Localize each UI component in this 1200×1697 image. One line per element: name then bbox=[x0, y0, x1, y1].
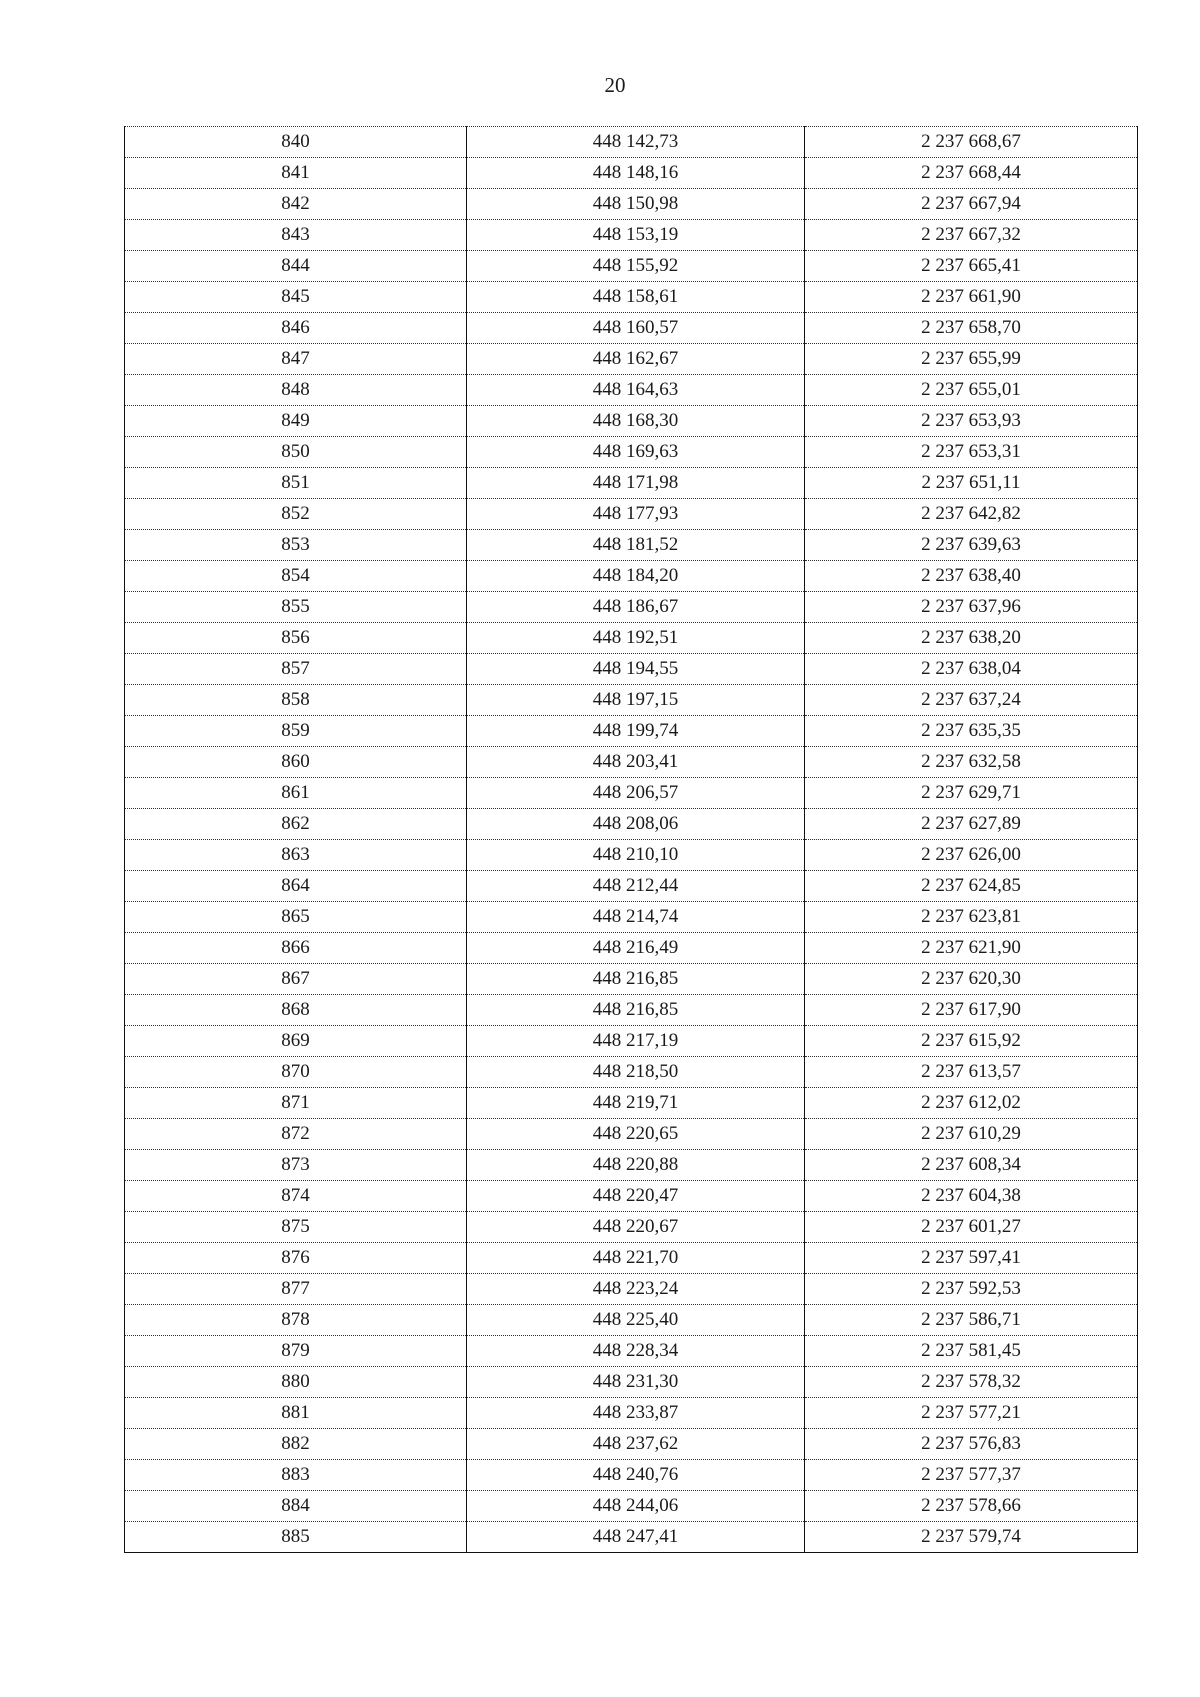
y-coordinate-cell: 2 237 620,30 bbox=[805, 964, 1138, 995]
table-row bbox=[125, 778, 1138, 809]
y-coordinate-cell: 2 237 621,90 bbox=[805, 933, 1138, 964]
point-number-cell: 864 bbox=[125, 871, 467, 902]
point-number-cell: 842 bbox=[125, 189, 467, 220]
x-coordinate-cell: 448 184,20 bbox=[467, 561, 805, 592]
x-coordinate-cell: 448 162,67 bbox=[467, 344, 805, 375]
table-row bbox=[125, 933, 1138, 964]
table-row bbox=[125, 1057, 1138, 1088]
x-coordinate-cell: 448 160,57 bbox=[467, 313, 805, 344]
point-number-cell: 856 bbox=[125, 623, 467, 654]
table-row bbox=[125, 468, 1138, 499]
point-number-cell: 875 bbox=[125, 1212, 467, 1243]
y-coordinate-cell: 2 237 632,58 bbox=[805, 747, 1138, 778]
point-number-cell: 847 bbox=[125, 344, 467, 375]
point-number-cell: 885 bbox=[125, 1522, 467, 1553]
point-number-cell: 883 bbox=[125, 1460, 467, 1491]
x-coordinate-cell: 448 158,61 bbox=[467, 282, 805, 313]
table-row bbox=[125, 685, 1138, 716]
point-number-cell: 844 bbox=[125, 251, 467, 282]
point-number-cell: 874 bbox=[125, 1181, 467, 1212]
table-row bbox=[125, 437, 1138, 468]
x-coordinate-cell: 448 228,34 bbox=[467, 1336, 805, 1367]
point-number-cell: 845 bbox=[125, 282, 467, 313]
point-number-cell: 881 bbox=[125, 1398, 467, 1429]
table-row bbox=[125, 251, 1138, 282]
y-coordinate-cell: 2 237 638,04 bbox=[805, 654, 1138, 685]
table-row bbox=[125, 375, 1138, 406]
y-coordinate-cell: 2 237 612,02 bbox=[805, 1088, 1138, 1119]
y-coordinate-cell: 2 237 577,37 bbox=[805, 1460, 1138, 1491]
y-coordinate-cell: 2 237 576,83 bbox=[805, 1429, 1138, 1460]
x-coordinate-cell: 448 233,87 bbox=[467, 1398, 805, 1429]
x-coordinate-cell: 448 212,44 bbox=[467, 871, 805, 902]
y-coordinate-cell: 2 237 658,70 bbox=[805, 313, 1138, 344]
y-coordinate-cell: 2 237 667,94 bbox=[805, 189, 1138, 220]
table-row bbox=[125, 592, 1138, 623]
point-number-cell: 848 bbox=[125, 375, 467, 406]
x-coordinate-cell: 448 142,73 bbox=[467, 127, 805, 158]
y-coordinate-cell: 2 237 665,41 bbox=[805, 251, 1138, 282]
y-coordinate-cell: 2 237 578,66 bbox=[805, 1491, 1138, 1522]
point-number-cell: 866 bbox=[125, 933, 467, 964]
point-number-cell: 855 bbox=[125, 592, 467, 623]
table-row bbox=[125, 654, 1138, 685]
point-number-cell: 862 bbox=[125, 809, 467, 840]
point-number-cell: 877 bbox=[125, 1274, 467, 1305]
y-coordinate-cell: 2 237 637,24 bbox=[805, 685, 1138, 716]
table-row bbox=[125, 220, 1138, 251]
table-row bbox=[125, 1460, 1138, 1491]
table-row bbox=[125, 158, 1138, 189]
y-coordinate-cell: 2 237 613,57 bbox=[805, 1057, 1138, 1088]
point-number-cell: 884 bbox=[125, 1491, 467, 1522]
y-coordinate-cell: 2 237 597,41 bbox=[805, 1243, 1138, 1274]
point-number-cell: 868 bbox=[125, 995, 467, 1026]
x-coordinate-cell: 448 168,30 bbox=[467, 406, 805, 437]
x-coordinate-cell: 448 192,51 bbox=[467, 623, 805, 654]
table-row bbox=[125, 902, 1138, 933]
y-coordinate-cell: 2 237 592,53 bbox=[805, 1274, 1138, 1305]
y-coordinate-cell: 2 237 615,92 bbox=[805, 1026, 1138, 1057]
x-coordinate-cell: 448 181,52 bbox=[467, 530, 805, 561]
x-coordinate-cell: 448 218,50 bbox=[467, 1057, 805, 1088]
x-coordinate-cell: 448 220,67 bbox=[467, 1212, 805, 1243]
coordinates-table bbox=[124, 126, 1138, 1553]
x-coordinate-cell: 448 220,47 bbox=[467, 1181, 805, 1212]
x-coordinate-cell: 448 164,63 bbox=[467, 375, 805, 406]
x-coordinate-cell: 448 206,57 bbox=[467, 778, 805, 809]
y-coordinate-cell: 2 237 651,11 bbox=[805, 468, 1138, 499]
y-coordinate-cell: 2 237 578,32 bbox=[805, 1367, 1138, 1398]
coordinates-table-body bbox=[125, 127, 1138, 1553]
point-number-cell: 841 bbox=[125, 158, 467, 189]
y-coordinate-cell: 2 237 624,85 bbox=[805, 871, 1138, 902]
x-coordinate-cell: 448 219,71 bbox=[467, 1088, 805, 1119]
table-row bbox=[125, 127, 1138, 158]
point-number-cell: 857 bbox=[125, 654, 467, 685]
point-number-cell: 878 bbox=[125, 1305, 467, 1336]
x-coordinate-cell: 448 214,74 bbox=[467, 902, 805, 933]
y-coordinate-cell: 2 237 668,67 bbox=[805, 127, 1138, 158]
table-row bbox=[125, 840, 1138, 871]
x-coordinate-cell: 448 216,49 bbox=[467, 933, 805, 964]
point-number-cell: 880 bbox=[125, 1367, 467, 1398]
page-number: 20 bbox=[604, 73, 626, 97]
y-coordinate-cell: 2 237 668,44 bbox=[805, 158, 1138, 189]
x-coordinate-cell: 448 194,55 bbox=[467, 654, 805, 685]
table-row bbox=[125, 344, 1138, 375]
table-row bbox=[125, 313, 1138, 344]
table-row bbox=[125, 964, 1138, 995]
x-coordinate-cell: 448 216,85 bbox=[467, 964, 805, 995]
x-coordinate-cell: 448 208,06 bbox=[467, 809, 805, 840]
point-number-cell: 863 bbox=[125, 840, 467, 871]
y-coordinate-cell: 2 237 638,40 bbox=[805, 561, 1138, 592]
table-row bbox=[125, 189, 1138, 220]
table-row bbox=[125, 995, 1138, 1026]
y-coordinate-cell: 2 237 642,82 bbox=[805, 499, 1138, 530]
table-row bbox=[125, 561, 1138, 592]
x-coordinate-cell: 448 171,98 bbox=[467, 468, 805, 499]
y-coordinate-cell: 2 237 581,45 bbox=[805, 1336, 1138, 1367]
table-row bbox=[125, 1026, 1138, 1057]
y-coordinate-cell: 2 237 610,29 bbox=[805, 1119, 1138, 1150]
table-row bbox=[125, 1491, 1138, 1522]
x-coordinate-cell: 448 244,06 bbox=[467, 1491, 805, 1522]
point-number-cell: 850 bbox=[125, 437, 467, 468]
table-row bbox=[125, 871, 1138, 902]
table-row bbox=[125, 1336, 1138, 1367]
x-coordinate-cell: 448 155,92 bbox=[467, 251, 805, 282]
table-row bbox=[125, 809, 1138, 840]
y-coordinate-cell: 2 237 635,35 bbox=[805, 716, 1138, 747]
table-row bbox=[125, 1088, 1138, 1119]
point-number-cell: 854 bbox=[125, 561, 467, 592]
y-coordinate-cell: 2 237 627,89 bbox=[805, 809, 1138, 840]
point-number-cell: 851 bbox=[125, 468, 467, 499]
x-coordinate-cell: 448 225,40 bbox=[467, 1305, 805, 1336]
y-coordinate-cell: 2 237 653,93 bbox=[805, 406, 1138, 437]
point-number-cell: 859 bbox=[125, 716, 467, 747]
table-row bbox=[125, 530, 1138, 561]
x-coordinate-cell: 448 220,88 bbox=[467, 1150, 805, 1181]
table-row bbox=[125, 1429, 1138, 1460]
table-row bbox=[125, 406, 1138, 437]
x-coordinate-cell: 448 237,62 bbox=[467, 1429, 805, 1460]
x-coordinate-cell: 448 220,65 bbox=[467, 1119, 805, 1150]
table-row bbox=[125, 1243, 1138, 1274]
y-coordinate-cell: 2 237 626,00 bbox=[805, 840, 1138, 871]
point-number-cell: 853 bbox=[125, 530, 467, 561]
y-coordinate-cell: 2 237 601,27 bbox=[805, 1212, 1138, 1243]
table-row bbox=[125, 1212, 1138, 1243]
table-row bbox=[125, 1367, 1138, 1398]
y-coordinate-cell: 2 237 661,90 bbox=[805, 282, 1138, 313]
y-coordinate-cell: 2 237 608,34 bbox=[805, 1150, 1138, 1181]
point-number-cell: 867 bbox=[125, 964, 467, 995]
table-row bbox=[125, 623, 1138, 654]
x-coordinate-cell: 448 169,63 bbox=[467, 437, 805, 468]
table-row bbox=[125, 1181, 1138, 1212]
x-coordinate-cell: 448 177,93 bbox=[467, 499, 805, 530]
y-coordinate-cell: 2 237 586,71 bbox=[805, 1305, 1138, 1336]
y-coordinate-cell: 2 237 637,96 bbox=[805, 592, 1138, 623]
y-coordinate-cell: 2 237 577,21 bbox=[805, 1398, 1138, 1429]
y-coordinate-cell: 2 237 604,38 bbox=[805, 1181, 1138, 1212]
y-coordinate-cell: 2 237 623,81 bbox=[805, 902, 1138, 933]
point-number-cell: 872 bbox=[125, 1119, 467, 1150]
point-number-cell: 876 bbox=[125, 1243, 467, 1274]
x-coordinate-cell: 448 247,41 bbox=[467, 1522, 805, 1553]
x-coordinate-cell: 448 221,70 bbox=[467, 1243, 805, 1274]
table-row bbox=[125, 1274, 1138, 1305]
point-number-cell: 879 bbox=[125, 1336, 467, 1367]
x-coordinate-cell: 448 148,16 bbox=[467, 158, 805, 189]
table-row bbox=[125, 716, 1138, 747]
point-number-cell: 870 bbox=[125, 1057, 467, 1088]
y-coordinate-cell: 2 237 667,32 bbox=[805, 220, 1138, 251]
x-coordinate-cell: 448 210,10 bbox=[467, 840, 805, 871]
point-number-cell: 873 bbox=[125, 1150, 467, 1181]
table-row bbox=[125, 499, 1138, 530]
x-coordinate-cell: 448 150,98 bbox=[467, 189, 805, 220]
y-coordinate-cell: 2 237 617,90 bbox=[805, 995, 1138, 1026]
point-number-cell: 846 bbox=[125, 313, 467, 344]
point-number-cell: 860 bbox=[125, 747, 467, 778]
point-number-cell: 843 bbox=[125, 220, 467, 251]
point-number-cell: 861 bbox=[125, 778, 467, 809]
point-number-cell: 869 bbox=[125, 1026, 467, 1057]
x-coordinate-cell: 448 216,85 bbox=[467, 995, 805, 1026]
x-coordinate-cell: 448 199,74 bbox=[467, 716, 805, 747]
y-coordinate-cell: 2 237 579,74 bbox=[805, 1522, 1138, 1553]
table-row bbox=[125, 1522, 1138, 1553]
x-coordinate-cell: 448 223,24 bbox=[467, 1274, 805, 1305]
table-row bbox=[125, 1150, 1138, 1181]
point-number-cell: 840 bbox=[125, 127, 467, 158]
table-row bbox=[125, 1119, 1138, 1150]
table-row bbox=[125, 747, 1138, 778]
table-row bbox=[125, 282, 1138, 313]
x-coordinate-cell: 448 153,19 bbox=[467, 220, 805, 251]
y-coordinate-cell: 2 237 638,20 bbox=[805, 623, 1138, 654]
x-coordinate-cell: 448 197,15 bbox=[467, 685, 805, 716]
y-coordinate-cell: 2 237 639,63 bbox=[805, 530, 1138, 561]
x-coordinate-cell: 448 186,67 bbox=[467, 592, 805, 623]
x-coordinate-cell: 448 203,41 bbox=[467, 747, 805, 778]
point-number-cell: 871 bbox=[125, 1088, 467, 1119]
point-number-cell: 852 bbox=[125, 499, 467, 530]
y-coordinate-cell: 2 237 653,31 bbox=[805, 437, 1138, 468]
table-row bbox=[125, 1305, 1138, 1336]
y-coordinate-cell: 2 237 629,71 bbox=[805, 778, 1138, 809]
point-number-cell: 882 bbox=[125, 1429, 467, 1460]
point-number-cell: 858 bbox=[125, 685, 467, 716]
x-coordinate-cell: 448 217,19 bbox=[467, 1026, 805, 1057]
x-coordinate-cell: 448 231,30 bbox=[467, 1367, 805, 1398]
point-number-cell: 849 bbox=[125, 406, 467, 437]
y-coordinate-cell: 2 237 655,99 bbox=[805, 344, 1138, 375]
point-number-cell: 865 bbox=[125, 902, 467, 933]
table-row bbox=[125, 1398, 1138, 1429]
x-coordinate-cell: 448 240,76 bbox=[467, 1460, 805, 1491]
y-coordinate-cell: 2 237 655,01 bbox=[805, 375, 1138, 406]
